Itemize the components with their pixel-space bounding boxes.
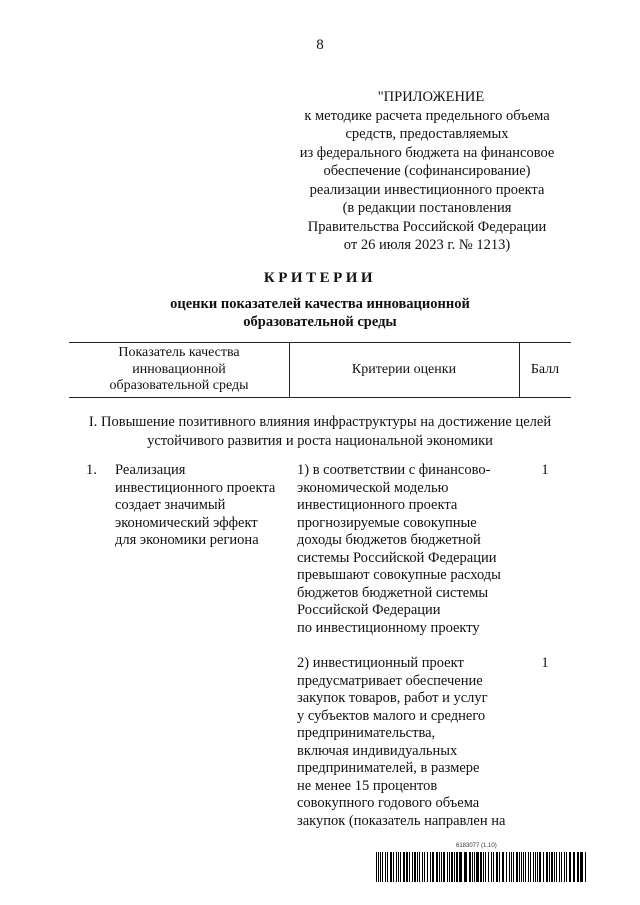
page-number: 8 — [316, 37, 324, 53]
indicator-line: экономический эффект — [115, 514, 258, 531]
criterion-line: бюджетов бюджетной системы — [297, 584, 489, 601]
criterion-1-score: 1 — [541, 462, 549, 478]
appendix-line: из федерального бюджета на финансовое — [299, 144, 555, 161]
appendix-line: средств, предоставляемых — [345, 126, 509, 142]
criterion-line: 1) в соответствии с финансово- — [297, 462, 491, 478]
indicator-line: создает значимый — [115, 497, 226, 513]
appendix-line: от 26 июля 2023 г. № 1213) — [343, 237, 511, 253]
criterion-2-score: 1 — [541, 655, 549, 671]
subtitle-line: образовательной среды — [243, 314, 397, 330]
row-number: 1. — [86, 462, 97, 478]
criterion-line: предпринимательства, — [297, 725, 436, 741]
criterion-line: включая индивидуальных — [297, 742, 458, 759]
appendix-header — [292, 88, 562, 255]
indicator-line: для экономики региона — [115, 532, 259, 548]
criterion-line: 2) инвестиционный проект — [297, 655, 464, 671]
appendix-line: "ПРИЛОЖЕНИЕ — [377, 89, 485, 105]
document-title: КРИТЕРИИ — [263, 270, 377, 286]
barcode-icon — [376, 852, 588, 882]
appendix-line: к методике расчета предельного объема — [304, 107, 550, 124]
criterion-line: прогнозируемые совокупные — [297, 514, 477, 531]
criterion-2 — [297, 655, 522, 830]
criterion-line: доходы бюджетов бюджетной — [297, 532, 481, 548]
criterion-line: совокупного годового объема — [297, 795, 480, 811]
section-line: устойчивого развития и роста национальной экономики — [147, 432, 493, 449]
appendix-line: обеспечение (софинансирование) — [323, 163, 531, 179]
criterion-line: предпринимателей, в размере — [297, 760, 480, 776]
header-indicator — [69, 343, 289, 397]
criterion-line: закупок (показатель направлен на — [297, 812, 506, 829]
table-header — [69, 342, 571, 398]
header-indicator-line: образовательной среды — [109, 378, 249, 394]
header-score: Балл — [530, 361, 560, 377]
section-line: I. Повышение позитивного влияния инфраструктуры на достижение целей — [88, 414, 552, 430]
criterion-line: не менее 15 процентов — [297, 777, 438, 794]
subtitle-line: оценки показателей качества инновационной — [170, 296, 470, 312]
indicator-line: инвестиционного проекта — [115, 479, 276, 496]
appendix-line: реализации инвестиционного проекта — [309, 181, 545, 198]
criterion-line: системы Российской Федерации — [297, 549, 497, 566]
header-criteria: Критерии оценки — [351, 361, 457, 377]
document-code: 6183077 (1.10) — [456, 843, 497, 849]
indicator-line: Реализация — [115, 462, 186, 478]
criterion-line: инвестиционного проекта — [297, 497, 458, 513]
criterion-line: у субъектов малого и среднего — [297, 707, 486, 724]
criterion-1 — [297, 462, 522, 637]
criterion-line: превышают совокупные расходы — [297, 567, 501, 583]
section-heading — [69, 413, 571, 450]
appendix-line: (в редакции постановления — [342, 200, 512, 216]
criterion-line: экономической моделью — [297, 479, 449, 496]
header-indicator-line: Показатель качества — [118, 345, 240, 361]
header-indicator-line: инновационной — [132, 361, 226, 377]
criterion-line: закупок товаров, работ и услуг — [297, 690, 488, 706]
row-indicator — [115, 462, 295, 550]
appendix-line: Правительства Российской Федерации — [307, 218, 547, 235]
criterion-line: Российской Федерации — [297, 602, 441, 618]
document-subtitle — [0, 295, 640, 331]
criterion-line: по инвестиционному проекту — [297, 619, 480, 636]
criterion-line: предусматривает обеспечение — [297, 672, 483, 689]
